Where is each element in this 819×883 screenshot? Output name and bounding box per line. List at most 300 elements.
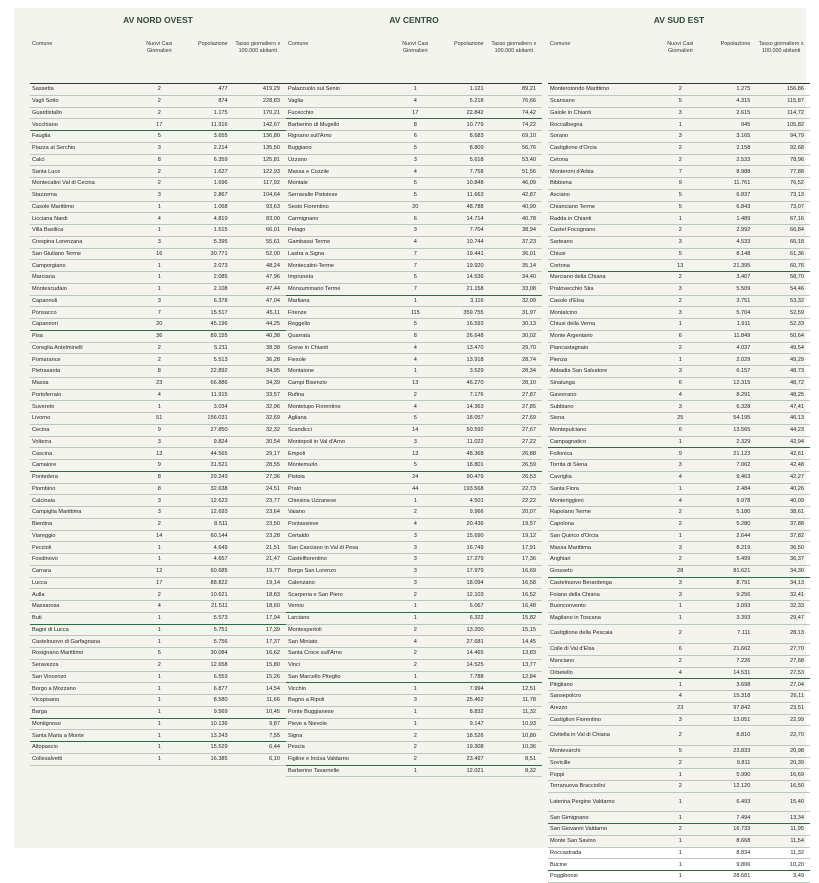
casi-cell: 6 bbox=[678, 646, 682, 653]
table-row bbox=[286, 166, 542, 178]
comune-cell: Quarrata bbox=[288, 333, 311, 340]
comune-cell: Terranuova Bracciolini bbox=[550, 783, 606, 790]
tasso-cell: 122,93 bbox=[262, 168, 280, 175]
tasso-cell: 14,54 bbox=[265, 685, 280, 692]
tasso-cell: 125,81 bbox=[262, 156, 280, 163]
table-row bbox=[548, 542, 810, 554]
comune-cell: Vagli Sotto bbox=[32, 98, 59, 105]
popolazione-cell: 28.681 bbox=[733, 873, 751, 880]
casi-cell: 2 bbox=[157, 662, 161, 669]
casi-cell: 1 bbox=[678, 121, 682, 128]
comune-cell: Calcinaia bbox=[32, 497, 56, 504]
table-row bbox=[548, 812, 810, 824]
comune-cell: Sesto Fiorentino bbox=[288, 203, 329, 210]
table-row bbox=[548, 260, 810, 272]
casi-cell: 4 bbox=[678, 474, 682, 481]
tasso-cell: 74,22 bbox=[521, 121, 536, 128]
comune-cell: Firenze bbox=[288, 309, 307, 316]
casi-cell: 3 bbox=[678, 716, 682, 723]
popolazione-cell: 12.315 bbox=[733, 380, 751, 387]
table-row bbox=[30, 531, 286, 543]
casi-cell: 1 bbox=[157, 626, 161, 633]
casi-cell: 5 bbox=[678, 250, 682, 257]
table-row bbox=[548, 119, 810, 131]
tasso-cell: 89,21 bbox=[521, 86, 536, 93]
popolazione-cell: 32.638 bbox=[210, 485, 228, 492]
table-row bbox=[548, 793, 810, 813]
table-row bbox=[548, 495, 810, 507]
popolazione-cell: 945 bbox=[740, 121, 751, 128]
popolazione-cell: 9.256 bbox=[736, 591, 751, 598]
comune-cell: Camaiore bbox=[32, 462, 57, 469]
casi-cell: 2 bbox=[413, 732, 417, 739]
comune-cell: Magliano in Toscana bbox=[550, 615, 601, 622]
table-row bbox=[548, 108, 810, 120]
table-row bbox=[286, 578, 542, 590]
table-row bbox=[286, 96, 542, 108]
popolazione-cell: 12.623 bbox=[210, 497, 228, 504]
comune-cell: Sovicille bbox=[550, 759, 571, 766]
casi-cell: 2 bbox=[413, 591, 417, 598]
casi-cell: 1 bbox=[413, 720, 417, 727]
casi-cell: 2 bbox=[157, 86, 161, 93]
tasso-cell: 117,92 bbox=[263, 180, 280, 187]
comune-cell: Pisa bbox=[32, 333, 43, 340]
tasso-cell: 19,77 bbox=[265, 568, 280, 575]
comune-cell: Pescia bbox=[288, 744, 305, 751]
comune-cell: Campiglia Marittima bbox=[32, 509, 82, 516]
popolazione-cell: 3.698 bbox=[736, 681, 751, 688]
casi-cell: 1 bbox=[678, 532, 682, 539]
comune-cell: Bagni di Lucca bbox=[32, 626, 69, 633]
header-comune: Comune bbox=[550, 41, 571, 47]
popolazione-cell: 8.810 bbox=[736, 732, 751, 739]
comune-cell: Guardistallo bbox=[32, 109, 62, 116]
panel-title: AV NORD OVEST bbox=[123, 15, 193, 25]
comune-cell: Signa bbox=[288, 732, 303, 739]
table-row bbox=[548, 448, 810, 460]
popolazione-cell: 17.279 bbox=[466, 556, 484, 563]
popolazione-cell: 11.916 bbox=[210, 121, 228, 128]
tasso-cell: 26,53 bbox=[521, 474, 536, 481]
casi-cell: 1 bbox=[413, 767, 417, 774]
popolazione-cell: 4.819 bbox=[213, 215, 228, 222]
table-header bbox=[286, 34, 542, 84]
tasso-cell: 28,74 bbox=[521, 356, 536, 363]
tasso-cell: 105,82 bbox=[786, 121, 804, 128]
tasso-cell: 17,37 bbox=[265, 638, 280, 645]
popolazione-cell: 7.994 bbox=[469, 685, 484, 692]
popolazione-cell: 3.407 bbox=[736, 274, 751, 281]
popolazione-cell: 21.395 bbox=[733, 262, 751, 269]
table-row bbox=[30, 672, 286, 684]
casi-cell: 1 bbox=[157, 756, 161, 763]
casi-cell: 115 bbox=[410, 309, 420, 316]
table-row bbox=[30, 307, 286, 319]
comune-cell: Montelupo Fiorentino bbox=[288, 403, 341, 410]
tasso-cell: 27,87 bbox=[521, 391, 536, 398]
casi-cell: 3 bbox=[413, 544, 417, 551]
tasso-cell: 142,67 bbox=[262, 121, 280, 128]
casi-cell: 1 bbox=[413, 86, 417, 93]
casi-cell: 1 bbox=[678, 215, 682, 222]
casi-cell: 1 bbox=[678, 771, 682, 778]
casi-cell: 2 bbox=[678, 556, 682, 563]
popolazione-cell: 20.436 bbox=[466, 521, 484, 528]
table-row bbox=[286, 754, 542, 766]
popolazione-cell: 10.136 bbox=[210, 720, 228, 727]
comune-cell: Campagnatico bbox=[550, 438, 587, 445]
comune-cell: Montaione bbox=[288, 368, 315, 375]
comune-cell: Foiano della Chiana bbox=[550, 591, 600, 598]
popolazione-cell: 5.395 bbox=[213, 239, 228, 246]
table-row bbox=[30, 660, 286, 672]
tasso-cell: 33,57 bbox=[265, 391, 280, 398]
table-row bbox=[548, 769, 810, 781]
comune-cell: Collesalvetti bbox=[32, 756, 63, 763]
casi-cell: 1 bbox=[413, 673, 417, 680]
table-row bbox=[286, 131, 542, 143]
comune-cell: Vicchio bbox=[288, 685, 306, 692]
popolazione-cell: 13.918 bbox=[466, 356, 484, 363]
popolazione-cell: 4.533 bbox=[736, 239, 751, 246]
table-row bbox=[286, 472, 542, 484]
tasso-cell: 10,45 bbox=[265, 709, 280, 716]
comune-cell: Pienza bbox=[550, 356, 568, 363]
tasso-cell: 51,56 bbox=[521, 168, 536, 175]
popolazione-cell: 4.037 bbox=[736, 344, 751, 351]
tasso-cell: 27,67 bbox=[521, 427, 536, 434]
tasso-cell: 42,27 bbox=[789, 474, 804, 481]
table-row bbox=[286, 155, 542, 167]
table-row bbox=[548, 413, 810, 425]
report-sheet bbox=[14, 8, 806, 880]
casi-cell: 1 bbox=[678, 321, 682, 328]
tasso-cell: 170,21 bbox=[262, 109, 280, 116]
comune-cell: Castelnuovo Berardenga bbox=[550, 579, 612, 586]
table-row bbox=[548, 824, 810, 836]
tasso-cell: 73,13 bbox=[789, 192, 804, 199]
comune-cell: Sarteano bbox=[550, 239, 573, 246]
tasso-cell: 74,42 bbox=[521, 109, 536, 116]
tasso-cell: 28,34 bbox=[521, 368, 536, 375]
comune-cell: Sassetta bbox=[32, 86, 54, 93]
casi-cell: 8 bbox=[157, 156, 161, 163]
table-row bbox=[548, 460, 810, 472]
tasso-cell: 26,88 bbox=[521, 450, 536, 457]
table-row bbox=[548, 425, 810, 437]
tasso-cell: 38,38 bbox=[265, 344, 280, 351]
tasso-cell: 115,87 bbox=[787, 98, 804, 105]
popolazione-cell: 1.911 bbox=[736, 321, 751, 328]
casi-cell: 3 bbox=[157, 438, 161, 445]
popolazione-cell: 7.226 bbox=[736, 658, 751, 665]
popolazione-cell: 9.569 bbox=[213, 709, 228, 716]
tasso-cell: 23,77 bbox=[265, 497, 280, 504]
casi-cell: 5 bbox=[678, 192, 682, 199]
table-row bbox=[548, 84, 810, 96]
comune-cell: Chianciano Terme bbox=[550, 203, 595, 210]
tasso-cell: 40,26 bbox=[789, 485, 804, 492]
popolazione-cell: 13.470 bbox=[466, 344, 484, 351]
casi-cell: 2 bbox=[678, 826, 682, 833]
casi-cell: 5 bbox=[413, 180, 417, 187]
table-row bbox=[548, 531, 810, 543]
casi-cell: 1 bbox=[157, 732, 161, 739]
tasso-cell: 93,63 bbox=[265, 203, 280, 210]
table-row bbox=[548, 679, 810, 691]
tasso-cell: 45,11 bbox=[266, 309, 280, 316]
comune-cell: Scandicci bbox=[288, 427, 312, 434]
table-row bbox=[548, 715, 810, 727]
casi-cell: 6 bbox=[678, 333, 682, 340]
popolazione-cell: 1.121 bbox=[469, 86, 484, 93]
header-tasso: Tasso giornaliero x 100.000 abitanti bbox=[758, 41, 804, 54]
table-row bbox=[286, 272, 542, 284]
tasso-cell: 6,44 bbox=[269, 744, 280, 751]
table-row bbox=[30, 613, 286, 625]
casi-cell: 20 bbox=[412, 203, 419, 210]
comune-cell: San Quirico d'Orcia bbox=[550, 532, 599, 539]
table-row bbox=[286, 495, 542, 507]
comune-cell: Arezzo bbox=[550, 705, 568, 712]
casi-cell: 36 bbox=[156, 333, 163, 340]
tasso-cell: 11,32 bbox=[790, 849, 804, 856]
comune-cell: Bientina bbox=[32, 521, 53, 528]
popolazione-cell: 4.649 bbox=[213, 544, 228, 551]
table-row bbox=[548, 758, 810, 770]
panel-title: AV CENTRO bbox=[389, 15, 439, 25]
comune-cell: Montecatini-Terme bbox=[288, 262, 335, 269]
table-row bbox=[30, 366, 286, 378]
tasso-cell: 32,69 bbox=[265, 415, 280, 422]
table-row bbox=[548, 472, 810, 484]
tasso-cell: 37,82 bbox=[789, 532, 804, 539]
tasso-cell: 40,78 bbox=[521, 215, 536, 222]
casi-cell: 2 bbox=[678, 227, 682, 234]
comune-cell: Castelfiorentino bbox=[288, 556, 327, 563]
comune-cell: Casole Marittimo bbox=[32, 203, 74, 210]
table-row bbox=[30, 331, 286, 343]
tasso-cell: 40,38 bbox=[265, 333, 280, 340]
comune-cell: Fiesole bbox=[288, 356, 307, 363]
comune-cell: Massa e Cozzile bbox=[288, 168, 330, 175]
table-row bbox=[548, 613, 810, 625]
casi-cell: 4 bbox=[678, 497, 682, 504]
comune-cell: Montemurlo bbox=[288, 462, 318, 469]
casi-cell: 9 bbox=[678, 180, 682, 187]
panel-av-nord-ovest bbox=[30, 8, 286, 766]
table-row bbox=[548, 237, 810, 249]
table-row bbox=[30, 131, 286, 143]
popolazione-cell: 5.990 bbox=[736, 771, 751, 778]
comune-cell: Stazzema bbox=[32, 192, 57, 199]
tasso-cell: 18,83 bbox=[265, 591, 280, 598]
table-row bbox=[286, 296, 542, 308]
table-row bbox=[30, 225, 286, 237]
popolazione-cell: 23.833 bbox=[733, 748, 751, 755]
table-row bbox=[548, 625, 810, 645]
tasso-cell: 15,40 bbox=[789, 798, 804, 805]
comune-cell: Roccalbegna bbox=[550, 121, 583, 128]
popolazione-cell: 15.318 bbox=[733, 693, 751, 700]
table-row bbox=[30, 213, 286, 225]
comune-cell: Piazza al Serchio bbox=[32, 145, 76, 152]
table-row bbox=[30, 625, 286, 637]
casi-cell: 5 bbox=[157, 650, 161, 657]
tasso-cell: 30,54 bbox=[265, 438, 280, 445]
comune-cell: Monteriggioni bbox=[550, 497, 584, 504]
table-row bbox=[286, 683, 542, 695]
tasso-cell: 37,23 bbox=[521, 239, 536, 246]
table-row bbox=[30, 554, 286, 566]
comune-cell: Pitigliano bbox=[550, 681, 573, 688]
tasso-cell: 17,36 bbox=[521, 556, 536, 563]
tasso-cell: 53,40 bbox=[521, 156, 536, 163]
casi-cell: 1 bbox=[157, 720, 161, 727]
casi-cell: 13 bbox=[412, 450, 419, 457]
table-row bbox=[30, 284, 286, 296]
tasso-cell: 27,04 bbox=[789, 681, 804, 688]
popolazione-cell: 7.111 bbox=[737, 630, 751, 637]
comune-cell: Crespina Lorenzana bbox=[32, 239, 83, 246]
comune-cell: Gaiole in Chianti bbox=[550, 109, 592, 116]
comune-cell: Palazzuolo sul Senio bbox=[288, 86, 340, 93]
popolazione-cell: 7.788 bbox=[469, 673, 484, 680]
comune-cell: Subbiano bbox=[550, 403, 574, 410]
comune-cell: Sorano bbox=[550, 133, 569, 140]
popolazione-cell: 14.525 bbox=[466, 662, 484, 669]
tasso-cell: 10,36 bbox=[521, 744, 536, 751]
casi-cell: 1 bbox=[678, 798, 682, 805]
table-row bbox=[286, 660, 542, 672]
popolazione-cell: 4.315 bbox=[736, 98, 751, 105]
table-row bbox=[30, 519, 286, 531]
table-row bbox=[30, 119, 286, 131]
tasso-cell: 22,22 bbox=[521, 497, 536, 504]
table-row bbox=[548, 307, 810, 319]
popolazione-cell: 10.744 bbox=[466, 239, 484, 246]
comune-cell: Montevarchi bbox=[550, 748, 581, 755]
popolazione-cell: 8.148 bbox=[736, 250, 751, 257]
popolazione-cell: 5.756 bbox=[213, 638, 228, 645]
header-popolazione: Popolazione bbox=[197, 41, 228, 47]
casi-cell: 23 bbox=[677, 705, 684, 712]
tasso-cell: 69,10 bbox=[521, 133, 536, 140]
table-row bbox=[548, 437, 810, 449]
casi-cell: 44 bbox=[412, 485, 419, 492]
tasso-cell: 34,95 bbox=[265, 368, 280, 375]
popolazione-cell: 2.108 bbox=[213, 286, 228, 293]
casi-cell: 1 bbox=[413, 709, 417, 716]
popolazione-cell: 21.123 bbox=[733, 450, 751, 457]
popolazione-cell: 27.681 bbox=[466, 638, 484, 645]
tasso-cell: 17,94 bbox=[265, 615, 280, 622]
popolazione-cell: 8.834 bbox=[736, 849, 751, 856]
table-row bbox=[30, 707, 286, 719]
table-row bbox=[30, 190, 286, 202]
popolazione-cell: 2.158 bbox=[736, 145, 751, 152]
tasso-cell: 27,68 bbox=[789, 658, 804, 665]
casi-cell: 4 bbox=[413, 356, 417, 363]
table-row bbox=[548, 601, 810, 613]
casi-cell: 13 bbox=[677, 262, 684, 269]
table-header bbox=[548, 34, 810, 84]
tasso-cell: 30,13 bbox=[521, 321, 536, 328]
table-row bbox=[30, 237, 286, 249]
casi-cell: 3 bbox=[157, 297, 161, 304]
tasso-cell: 36,37 bbox=[789, 556, 804, 563]
tasso-cell: 16,58 bbox=[521, 579, 536, 586]
table-row bbox=[30, 648, 286, 660]
table-row bbox=[286, 742, 542, 754]
tasso-cell: 49,29 bbox=[789, 356, 804, 363]
table-row bbox=[548, 96, 810, 108]
comune-cell: Peccioli bbox=[32, 544, 52, 551]
tasso-cell: 76,66 bbox=[521, 98, 536, 105]
table-row bbox=[30, 260, 286, 272]
table-row bbox=[286, 84, 542, 96]
casi-cell: 3 bbox=[678, 286, 682, 293]
casi-cell: 3 bbox=[413, 156, 417, 163]
casi-cell: 8 bbox=[413, 121, 417, 128]
popolazione-cell: 13.243 bbox=[210, 732, 228, 739]
popolazione-cell: 14.536 bbox=[466, 274, 484, 281]
comune-cell: Anghiari bbox=[550, 556, 571, 563]
tasso-cell: 24,51 bbox=[265, 485, 280, 492]
table-row bbox=[286, 378, 542, 390]
casi-cell: 14 bbox=[412, 427, 419, 434]
popolazione-cell: 1.515 bbox=[213, 227, 228, 234]
tasso-cell: 34,40 bbox=[521, 274, 536, 281]
tasso-cell: 16,69 bbox=[789, 771, 804, 778]
popolazione-cell: 18.057 bbox=[466, 415, 484, 422]
comune-cell: Roccastrada bbox=[550, 849, 582, 856]
comune-cell: Gavorrano bbox=[550, 391, 577, 398]
comune-cell: Orbetello bbox=[550, 669, 573, 676]
comune-cell: Civitella in Val di Chiana bbox=[550, 732, 610, 739]
popolazione-cell: 6.328 bbox=[736, 403, 751, 410]
casi-cell: 1 bbox=[678, 681, 682, 688]
table-row bbox=[286, 390, 542, 402]
popolazione-cell: 11.761 bbox=[733, 180, 751, 187]
casi-cell: 3 bbox=[413, 556, 417, 563]
table-row bbox=[30, 249, 286, 261]
tasso-cell: 38,94 bbox=[521, 227, 536, 234]
casi-cell: 1 bbox=[413, 615, 417, 622]
popolazione-cell: 21.662 bbox=[733, 646, 751, 653]
comune-cell: San Gimignano bbox=[550, 814, 589, 821]
table-row bbox=[30, 566, 286, 578]
tasso-cell: 10,80 bbox=[521, 732, 536, 739]
comune-cell: Montale bbox=[288, 180, 308, 187]
table-row bbox=[548, 554, 810, 566]
comune-cell: Chiusi della Verna bbox=[550, 321, 596, 328]
casi-cell: 5 bbox=[678, 98, 682, 105]
table-row bbox=[30, 166, 286, 178]
popolazione-cell: 5.704 bbox=[736, 309, 751, 316]
comune-cell: Campi Bisenzio bbox=[288, 380, 327, 387]
table-row bbox=[286, 460, 542, 472]
comune-cell: Coreglia Antelminelli bbox=[32, 344, 83, 351]
tasso-cell: 7,55 bbox=[269, 732, 280, 739]
popolazione-cell: 5.509 bbox=[736, 286, 751, 293]
table-row bbox=[286, 354, 542, 366]
casi-cell: 6 bbox=[413, 133, 417, 140]
popolazione-cell: 2.073 bbox=[213, 262, 228, 269]
table-row bbox=[548, 859, 810, 871]
comune-cell: Barga bbox=[32, 709, 47, 716]
